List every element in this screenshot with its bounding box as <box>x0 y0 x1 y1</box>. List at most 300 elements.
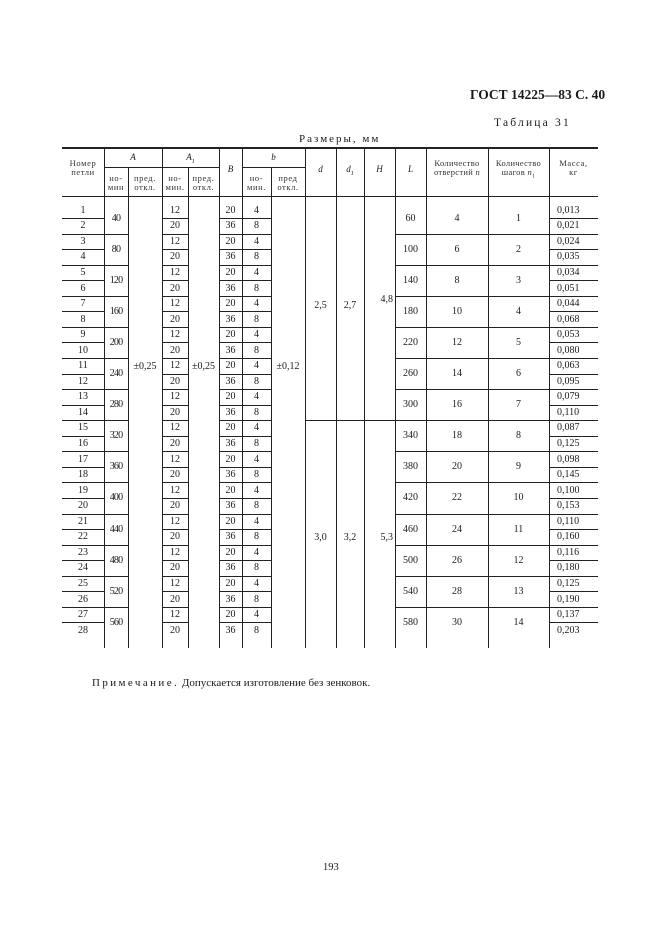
loop-number: 7 <box>80 298 86 310</box>
row-line-mass <box>549 389 598 390</box>
loop-number: 1 <box>80 204 86 216</box>
row-line-B-b <box>219 218 271 219</box>
header-loop-number-line2: петли <box>71 167 95 178</box>
row-line-B-b <box>219 342 271 343</box>
mass-value: 0,051 <box>557 282 580 294</box>
row-line-mass <box>549 311 598 312</box>
header-steps-count <box>488 159 549 181</box>
loop-number: 20 <box>78 500 88 512</box>
header-steps-line1: Количество <box>495 158 542 168</box>
row-line-mass <box>549 249 598 250</box>
mass-value: 0,098 <box>557 453 580 465</box>
b-value: 8 <box>254 220 259 232</box>
steps-value: 4 <box>516 305 521 317</box>
B-value: 20 <box>225 546 236 558</box>
A-value: 120 <box>109 274 123 286</box>
b-value: 8 <box>254 500 259 512</box>
tolerance-A1: ±0,25 <box>192 361 215 372</box>
tolerance-A: ±0,25 <box>133 361 157 372</box>
row-line-A1 <box>162 451 188 452</box>
row-line-mass <box>549 218 598 219</box>
header-d1 <box>336 165 364 177</box>
row-line-A1 <box>162 545 188 546</box>
row-line-mass <box>549 436 598 437</box>
row-line-B-b <box>219 591 271 592</box>
row-line-mass <box>549 451 598 452</box>
B-value: 20 <box>225 515 236 527</box>
column-divider <box>128 196 129 648</box>
row-line-mass <box>549 265 598 266</box>
table-label: Таблица 31 <box>494 117 571 129</box>
group-separator <box>305 420 395 421</box>
row-line-B-b <box>219 265 271 266</box>
b-value: 8 <box>254 313 259 325</box>
B-value: 20 <box>225 235 236 247</box>
row-line-mass <box>549 498 598 499</box>
b-value: 4 <box>254 235 259 247</box>
row-line-mass <box>549 622 598 623</box>
mass-value: 0,160 <box>557 531 580 543</box>
mass-value: 0,110 <box>557 406 580 418</box>
row-line-L-n <box>395 482 549 483</box>
mass-value: 0,203 <box>557 624 580 636</box>
header-steps-symbol: n <box>527 167 533 178</box>
row-line-A <box>104 389 128 390</box>
loop-number: 13 <box>78 391 88 403</box>
B-value: 36 <box>225 531 236 543</box>
mass-value: 0,125 <box>557 438 580 450</box>
A1-value: 20 <box>170 344 180 356</box>
loop-number: 4 <box>80 251 86 263</box>
holes-value: 24 <box>452 523 462 535</box>
B-value: 36 <box>225 624 236 636</box>
row-line-number <box>62 576 104 577</box>
steps-value: 14 <box>513 616 524 628</box>
row-line-A1 <box>162 234 188 235</box>
row-line-mass <box>549 467 598 468</box>
row-line-number <box>62 327 104 328</box>
B-value: 36 <box>225 282 236 294</box>
row-line-mass <box>549 560 598 561</box>
A1-value: 20 <box>170 313 180 325</box>
row-line-A <box>104 451 128 452</box>
row-line-A <box>104 420 128 421</box>
group-1-d: 2,5 <box>314 300 327 311</box>
row-line-mass <box>549 420 598 421</box>
mass-value: 0,063 <box>557 360 580 372</box>
header-holes-line2 <box>426 168 488 177</box>
A1-value: 12 <box>170 391 180 403</box>
b-value: 8 <box>254 282 259 294</box>
mass-value: 0,068 <box>557 313 580 325</box>
holes-value: 12 <box>452 336 462 348</box>
row-line-A <box>104 514 128 515</box>
row-line-B-b <box>219 389 271 390</box>
dimensions-table <box>62 147 598 649</box>
L-value: 260 <box>403 368 418 380</box>
loop-number: 2 <box>80 220 86 232</box>
row-line-B-b <box>219 607 271 608</box>
B-value: 20 <box>225 204 236 216</box>
A-value: 40 <box>111 212 121 224</box>
row-line-A <box>104 234 128 235</box>
b-value: 4 <box>254 329 259 341</box>
row-line-L-n <box>395 514 549 515</box>
group-2-d: 3,0 <box>314 532 327 543</box>
row-line-A1 <box>162 498 188 499</box>
header-L: L <box>407 164 413 174</box>
subheader-A1-nominal-l1: но- <box>168 173 182 183</box>
row-line-A1 <box>162 311 188 312</box>
A-value: 80 <box>111 243 121 255</box>
A1-value: 12 <box>170 546 180 558</box>
header-sub-line-A <box>104 167 162 168</box>
column-divider <box>426 147 427 648</box>
row-line-number <box>62 280 104 281</box>
row-line-A1 <box>162 327 188 328</box>
B-value: 36 <box>225 406 236 418</box>
b-value: 4 <box>254 298 259 310</box>
row-line-mass <box>549 576 598 577</box>
L-value: 340 <box>403 430 418 442</box>
L-value: 220 <box>403 336 418 348</box>
column-divider <box>488 147 489 648</box>
b-value: 8 <box>254 562 259 574</box>
row-line-L-n <box>395 545 549 546</box>
row-line-number <box>62 296 104 297</box>
A1-value: 12 <box>170 204 180 216</box>
b-value: 8 <box>254 624 259 636</box>
b-value: 8 <box>254 593 259 605</box>
A-value: 280 <box>109 399 123 411</box>
A-value: 440 <box>109 523 123 535</box>
mass-value: 0,180 <box>557 562 580 574</box>
steps-value: 9 <box>516 461 521 473</box>
row-line-B-b <box>219 436 271 437</box>
A1-value: 12 <box>170 609 180 621</box>
row-line-number <box>62 514 104 515</box>
loop-number: 28 <box>78 624 88 636</box>
mass-value: 0,137 <box>557 609 580 621</box>
header-d: d <box>318 164 323 174</box>
steps-value: 6 <box>516 368 521 380</box>
B-value: 20 <box>225 266 236 278</box>
L-value: 380 <box>403 461 418 473</box>
units-label: Размеры, мм <box>299 133 381 145</box>
loop-number: 19 <box>78 484 88 496</box>
row-line-number <box>62 358 104 359</box>
A1-value: 12 <box>170 484 180 496</box>
row-line-A1 <box>162 265 188 266</box>
row-line-A <box>104 296 128 297</box>
header-holes-line1: Количество <box>434 158 480 168</box>
B-value: 36 <box>225 220 236 232</box>
A1-value: 12 <box>170 453 180 465</box>
b-value: 4 <box>254 577 259 589</box>
header-holes-symbol: n <box>475 167 481 178</box>
header-holes-word: отверстий <box>433 167 474 178</box>
subheader-A-tol-l1: пред. <box>134 173 156 183</box>
subheader-b-nominal <box>242 174 271 193</box>
note-text: Допускается изготовление без зенковок. <box>179 677 371 689</box>
row-line-B-b <box>219 560 271 561</box>
row-line-A1 <box>162 514 188 515</box>
row-line-B-b <box>219 545 271 546</box>
mass-value: 0,116 <box>557 546 580 558</box>
b-value: 8 <box>254 375 259 387</box>
mass-value: 0,110 <box>557 515 580 527</box>
A1-value: 12 <box>170 515 180 527</box>
mass-value: 0,021 <box>557 220 580 232</box>
L-value: 140 <box>403 274 418 286</box>
holes-value: 10 <box>452 305 462 317</box>
row-line-mass <box>549 296 598 297</box>
b-value: 4 <box>254 546 259 558</box>
row-line-A1 <box>162 482 188 483</box>
header-A1-main: A <box>186 152 192 162</box>
row-line-L-n <box>395 234 549 235</box>
mass-value: 0,095 <box>557 375 580 387</box>
header-mass-line2: кг <box>569 167 578 178</box>
row-line-L-n <box>395 389 549 390</box>
group-2-d1: 3,2 <box>343 532 357 543</box>
B-value: 36 <box>225 593 236 605</box>
subheader-A1-tol-l1: пред. <box>192 173 215 183</box>
steps-value: 10 <box>513 492 524 504</box>
loop-number: 14 <box>78 406 88 418</box>
steps-value: 2 <box>516 243 521 255</box>
row-line-A <box>104 482 128 483</box>
A-value: 320 <box>109 430 123 442</box>
header-sub-line-A1 <box>162 167 219 168</box>
A1-value: 20 <box>170 624 180 636</box>
row-line-number <box>62 374 104 375</box>
row-line-A <box>104 327 128 328</box>
mass-value: 0,034 <box>557 266 580 278</box>
b-value: 4 <box>254 391 259 403</box>
b-value: 8 <box>254 438 259 450</box>
column-divider <box>219 147 220 648</box>
row-line-mass <box>549 545 598 546</box>
row-line-A1 <box>162 467 188 468</box>
b-value: 4 <box>254 422 259 434</box>
row-line-B-b <box>219 249 271 250</box>
group-1-H: 4,8 <box>380 294 393 305</box>
B-value: 36 <box>225 313 236 325</box>
column-divider <box>104 147 105 648</box>
row-line-number <box>62 265 104 266</box>
holes-value: 30 <box>452 616 462 628</box>
row-line-B-b <box>219 405 271 406</box>
row-line-B-b <box>219 482 271 483</box>
column-divider <box>305 147 306 648</box>
B-value: 20 <box>225 391 236 403</box>
column-divider <box>549 147 550 648</box>
row-line-L-n <box>395 358 549 359</box>
subheader-A1-tolerance <box>188 174 219 193</box>
holes-value: 14 <box>452 368 462 380</box>
row-line-A1 <box>162 560 188 561</box>
row-line-number <box>62 451 104 452</box>
L-value: 580 <box>403 616 418 628</box>
B-value: 20 <box>225 329 236 341</box>
holes-value: 6 <box>454 243 460 255</box>
b-value: 8 <box>254 531 259 543</box>
B-value: 36 <box>225 438 236 450</box>
row-line-A <box>104 607 128 608</box>
header-loop-number-line1: Номер <box>69 158 97 168</box>
row-line-number <box>62 560 104 561</box>
header-sub-divider <box>271 167 272 196</box>
loop-number: 26 <box>78 593 88 605</box>
b-value: 8 <box>254 406 259 418</box>
A1-value: 20 <box>170 469 180 481</box>
row-line-L-n <box>395 576 549 577</box>
note-prefix: Примечание. <box>92 677 180 689</box>
row-line-number <box>62 234 104 235</box>
steps-value: 11 <box>513 523 524 535</box>
row-line-mass <box>549 358 598 359</box>
column-divider <box>364 147 365 648</box>
row-line-A1 <box>162 420 188 421</box>
row-line-A <box>104 265 128 266</box>
row-line-number <box>62 591 104 592</box>
row-line-mass <box>549 342 598 343</box>
header-mass-line1: Масса, <box>559 158 588 168</box>
A1-value: 20 <box>170 500 180 512</box>
header-steps-line2 <box>488 168 549 180</box>
subheader-A-nominal-l1: но- <box>109 173 123 183</box>
B-value: 20 <box>225 422 236 434</box>
row-line-B-b <box>219 529 271 530</box>
header-A1-sub: 1 <box>191 158 195 165</box>
row-line-B-b <box>219 234 271 235</box>
header-A1 <box>162 153 219 165</box>
row-line-number <box>62 607 104 608</box>
table-note <box>92 677 370 689</box>
holes-value: 28 <box>452 585 462 597</box>
A1-value: 12 <box>170 577 180 589</box>
row-line-B-b <box>219 374 271 375</box>
row-line-B-b <box>219 514 271 515</box>
row-line-B-b <box>219 498 271 499</box>
steps-value: 13 <box>513 585 524 597</box>
tolerance-b: ±0,12 <box>276 361 300 372</box>
B-value: 20 <box>225 484 236 496</box>
B-value: 36 <box>225 500 236 512</box>
subheader-A1-nominal <box>162 174 188 193</box>
A-value: 200 <box>109 336 123 348</box>
A-value: 480 <box>109 554 123 566</box>
row-line-number <box>62 498 104 499</box>
mass-value: 0,125 <box>557 577 580 589</box>
row-line-mass <box>549 591 598 592</box>
B-value: 20 <box>225 298 236 310</box>
mass-value: 0,079 <box>557 391 580 403</box>
header-sub-divider <box>188 167 189 196</box>
row-line-B-b <box>219 296 271 297</box>
L-value: 460 <box>403 523 418 535</box>
row-line-B-b <box>219 358 271 359</box>
row-line-number <box>62 420 104 421</box>
A1-value: 20 <box>170 593 180 605</box>
A1-value: 20 <box>170 375 180 387</box>
row-line-A1 <box>162 436 188 437</box>
L-value: 180 <box>403 305 418 317</box>
A1-value: 20 <box>170 220 180 232</box>
header-b: b <box>271 152 276 162</box>
row-line-A1 <box>162 389 188 390</box>
b-value: 4 <box>254 266 259 278</box>
loop-number: 10 <box>78 344 88 356</box>
loop-number: 11 <box>78 360 88 372</box>
row-line-number <box>62 405 104 406</box>
b-value: 4 <box>254 453 259 465</box>
A1-value: 12 <box>170 422 180 434</box>
L-value: 540 <box>403 585 418 597</box>
row-line-A1 <box>162 358 188 359</box>
table-top-border <box>62 147 598 149</box>
row-line-mass <box>549 514 598 515</box>
header-steps-sub: 1 <box>532 174 536 181</box>
header-steps-word: шагов <box>501 167 526 178</box>
loop-number: 8 <box>80 313 86 325</box>
row-line-L-n <box>395 451 549 452</box>
group-1-d1: 2,7 <box>343 300 357 311</box>
A-value: 560 <box>109 616 123 628</box>
B-value: 36 <box>225 469 236 481</box>
row-line-A <box>104 358 128 359</box>
A1-value: 12 <box>170 266 180 278</box>
mass-value: 0,013 <box>557 204 580 216</box>
B-value: 36 <box>225 562 236 574</box>
row-line-L-n <box>395 265 549 266</box>
A-value: 240 <box>109 368 123 380</box>
B-value: 20 <box>225 577 236 589</box>
header-loop-number <box>62 159 104 178</box>
row-line-A <box>104 576 128 577</box>
column-divider <box>271 196 272 648</box>
column-divider <box>395 147 396 648</box>
steps-value: 7 <box>516 399 521 411</box>
loop-number: 6 <box>80 282 86 294</box>
row-line-B-b <box>219 622 271 623</box>
L-value: 60 <box>405 212 416 224</box>
A1-value: 12 <box>170 298 180 310</box>
header-A: A <box>130 152 136 162</box>
row-line-mass <box>549 327 598 328</box>
A1-value: 12 <box>170 235 180 247</box>
mass-value: 0,080 <box>557 344 580 356</box>
header-mass <box>549 159 598 178</box>
B-value: 36 <box>225 375 236 387</box>
loop-number: 18 <box>78 469 88 481</box>
mass-value: 0,053 <box>557 329 580 341</box>
row-line-number <box>62 545 104 546</box>
row-line-B-b <box>219 420 271 421</box>
row-line-A1 <box>162 576 188 577</box>
row-line-B-b <box>219 467 271 468</box>
row-line-number <box>62 467 104 468</box>
B-value: 36 <box>225 344 236 356</box>
loop-number: 16 <box>78 438 88 450</box>
loop-number: 24 <box>78 562 88 574</box>
loop-number: 3 <box>80 235 86 247</box>
row-line-L-n <box>395 296 549 297</box>
loop-number: 22 <box>78 531 88 543</box>
column-divider <box>336 147 337 648</box>
A1-value: 20 <box>170 282 180 294</box>
